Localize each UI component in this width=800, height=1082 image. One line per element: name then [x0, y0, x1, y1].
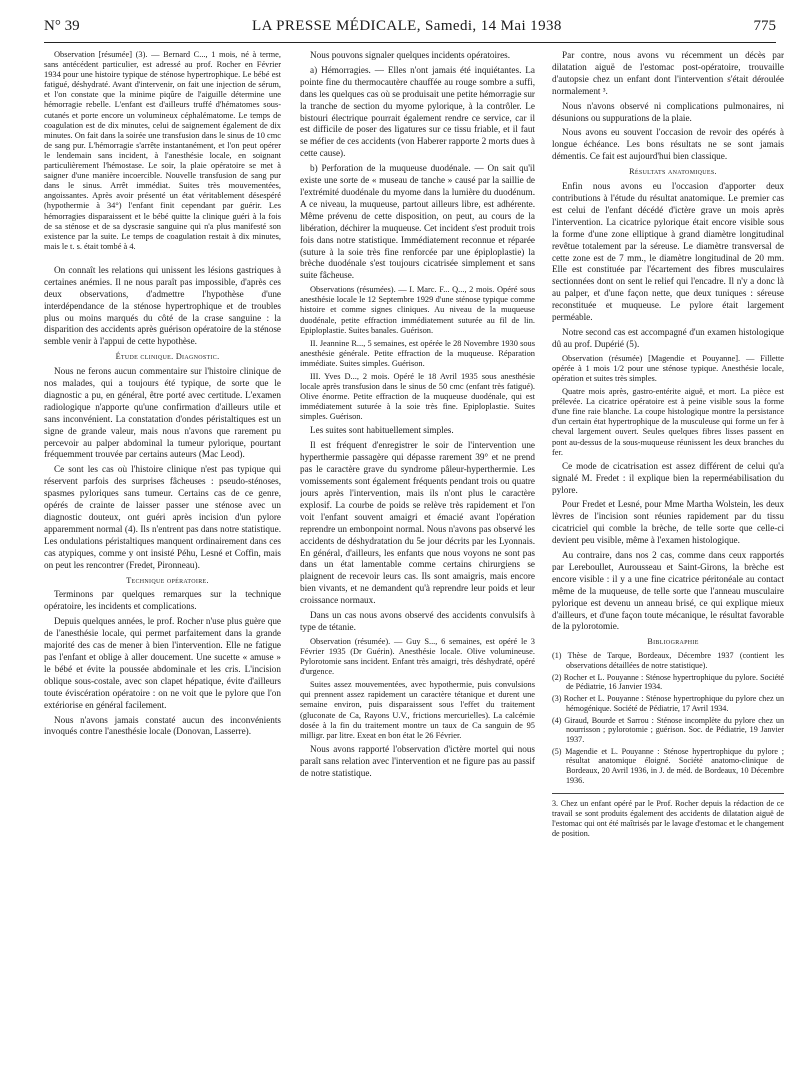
column-3 [552, 50, 784, 1074]
bibliography-item: (1) Thèse de Tarque, Bordeaux, Décembre 1937 (contient les observations détaillées de notre statistique). [552, 651, 784, 670]
observation-marc: Observations (résumées). — I. Marc. F... Q..., 2 mois. Opéré sous anesthésie locale le 12 Septembre 1929 d'une sténose typique comme histoire et comme signes cliniques. Au niveau de la muqueuse duodénale, petite effraction immédiatement suturée au fil de lin. Epiploplastie. Suites banales. Guérison. [300, 285, 535, 335]
heading-technique: Technique opératoire. [126, 575, 209, 585]
observation-guy: Observation (résumée). — Guy S..., 6 semaines, est opéré le 3 Février 1935 (Dr Guérin). Anesthésie locale. Olive volumineuse. Pylorotomie sans incident. Enfant très amaigri, très déshydraté, opéré d'urgence. [300, 636, 535, 677]
bibliography-item: (3) Rocher et L. Pouyanne : Sténose hypertrophique du pylore chez un hémogénique. Société de Pédiatrie, 17 Avril 1934. [552, 694, 784, 713]
heading-resultats: Résultats anatomiques. [629, 167, 717, 177]
paragraph-ictere: Nous avons rapporté l'observation d'ictère mortel qui nous paraît sans relation avec l'intervention et ne figure pas au passif de notre statistique. [300, 743, 535, 778]
paragraph-fredet: Pour Fredet et Lesné, pour Mme Martha Wolstein, les deux lèvres de l'incision sont réunies rapidement par du tissu cicatriciel qui comble la brèche, de telle sorte que celle-ci devient peu visible, même à l'examen histologique. [552, 499, 784, 546]
paragraph-complications: Nous n'avons observé ni complications pulmonaires, ni désunions ou suppurations de la plaie. [552, 100, 784, 123]
footnote-text: 3. Chez un enfant opéré par le Prof. Rocher depuis la rédaction de ce travail se sont produits également des accidents de dilatation aiguë de l'estomac qui ont été maîtrisés par le lavage d'estomac et le changement de position. [552, 799, 784, 838]
paragraph-suites: Les suites sont habituellement simples. [310, 425, 454, 436]
paragraph-technique-3: Nous n'avons jamais constaté aucun des inconvénients invoqués contre l'anesthésie locale (Donovan, Lasserre). [44, 714, 281, 737]
observation-fillette: Observation (résumée) [Magendie et Pouyanne]. — Fillette opérée à 1 mois 1/2 pour une sténose typique. Anesthésie locale, opération et suites très simples. [552, 353, 784, 383]
column-2 [300, 50, 535, 1074]
paragraph-cicatrisation: Ce mode de cicatrisation est assez différent de celui qu'a signalé M. Fredet : il explique bien la reperméabilisation du pylore. [552, 460, 784, 495]
paragraph-incidents: Nous pouvons signaler quelques incidents opératoires. [310, 50, 511, 60]
journal-title: LA PRESSE MÉDICALE, Samedi, 14 Mai 1938 [252, 18, 562, 34]
bibliography-item: (2) Rocher et L. Pouyanne : Sténose hypertrophique du pylore. Société de Pédiatrie, 16 Janvier 1934. [552, 672, 784, 692]
bibliography-list [552, 651, 784, 785]
paragraph-clinique-2: Ce sont les cas où l'histoire clinique n'est pas typique qui réservent parfois des surprises fâcheuses : pseudo-sténoses, spasmes pyloriques sans tumeur. Certains cas de ce genre, opérés de crainte de laisser passer une sténose avec un diagnostic douteux, ont guéri après incision d'un pylore apparemment normal (4). Ils n'entrent pas dans notre statistique. Les ondulations péristaltiques manquent ordinairement dans ces cas atypiques, comme y ont insisté Péhu, Lesné et Coffin, mais on peut les rencontrer (Fredet, Pironneau). [44, 464, 281, 570]
observation-fillette-suite: Quatre mois après, gastro-entérite aiguë, et mort. La pièce est prélevée. La cicatrice opératoire est à peine visible sous la forme d'une fine raie blanche. La coupe histologique montre la persistance d'un certain état hypertrophique de la musculeuse qui forme un fer à cheval largement ouvert. Seules quelques fibres lisses passent en pont au-dessus de la sous-muqueuse réunissent les deux branches du fer. [552, 387, 784, 457]
bibliography-item: (4) Giraud, Bourde et Sarrou : Sténose incomplète du pylore chez un nourrisson ; pylorotomie ; guérison. Soc. de Pédiatrie, 19 Janvier 1937. [552, 715, 784, 744]
paragraph-hyperthermie: Il est fréquent d'enregistrer le soir de l'intervention une hyperthermie passagère qui dépasse rarement 39° et ne prend pas le caractère grave du syndrome pâleur-hyperthermie. Les vomissements sont également fréquents pendant trois ou quatre jours après l'intervention, mais ils n'ont plus le caractère explosif. La courbe de poids se relève très rapidement et l'on voit l'enfant souvent amaigri et émacié avant l'opération reprendre un embonpoint normal. Nous n'avons pas observé les accidents de déshydratation du 5e jour décrits par les Lyonnais. En général, d'ailleurs, les enfants que nous voyons ne sont pas dans un état lamentable comme certains chirurgiens se plaignent de recevoir leurs cas. Ils sont amaigris, mais encore bien vivants, et ne demandent qu'à reprendre leur poids et leur croissance normaux. [300, 440, 535, 606]
observation-guy-suites: Suites assez mouvementées, avec hypothermie, puis convulsions qui prennent assez rapidement un caractère tétanique et durent une semaine environ, puis disparaissent sous l'effet du traitement (gluconate de Ca, Rayons U.V., frictions mercurielles). La calcémie dosée à la fin du traitement montre un taux de Ca sanguin de 95 milligr. par litre. Exeat en bon état le 26 Février. [300, 680, 535, 740]
paragraph-contraire: Au contraire, dans nos 2 cas, comme dans ceux rapportés par Lereboullet, Aurousseau et Saint-Girons, la brèche est encore visible : il y a une fine cicatrice péritonéale au contact même de la muqueuse, de telle sorte que l'anneau musculaire pylorique est devenu un anneau brisé, ce qui explique mieux d'ailleurs, et d'une façon toute mécanique, le résultat favorable de la pylorotomie. [552, 550, 784, 632]
paragraph-resultats-2: Notre second cas est accompagné d'un examen histologique dû au prof. Dupérié (5). [552, 326, 784, 349]
observation-jeannine: II. Jeannine R..., 5 semaines, est opérée le 28 Novembre 1930 sous anesthésie générale. Petite effraction de la muqueuse. Réparation immédiate. Suites simples. Guérison. [300, 338, 535, 368]
page-number: 775 [753, 18, 776, 34]
heading-bibliographie: Bibliographie [647, 637, 699, 647]
paragraph-perforation: b) Perforation de la muqueuse duodénale. — On sait qu'il existe une sorte de « museau de tanche » causé par la saillie de l'extrémité duodénale du myome dans la lumière du duodénum. A ce niveau, la muqueuse, partout ailleurs libre, est adhérente. Même prévenu de cette disposition, on peut, au cours de la libération, déchirer la muqueuse. Cet incident s'est produit trois fois dans notre statistique. Immédiatement reconnue et réparée (suture à la soie très fine renforcée par une épiploplastie) la brèche duodénale s'est toujours cicatrisée simplement et sans suite fâcheuse. [300, 163, 535, 281]
paragraph-relations: On connaît les relations qui unissent les lésions gastriques à certaines anémies. Il ne nous paraît pas impossible, d'après ces deux observations, d'admettre l'hypothèse d'une interdépendance de la sténose hypertrophique et de troubles plus ou moins marqués du côté de la crase sanguine : la disparition des accidents après guérison opératoire de la sténose semble venir à l'appui de cette hypothèse. [44, 264, 281, 347]
footnote [552, 793, 784, 838]
issue-number: N° 39 [44, 18, 80, 34]
observation-bernard: Observation [résumée] (3). — Bernard C..., 1 mois, né à terme, sans antécédent particulier, est adressé au prof. Rocher en Février 1934 pour une histoire typique de sténose hypertrophique. Le bébé est fatigué, déshydraté. Avant d'intervenir, on fait une injection de sérum, et l'on constate que la minime piqûre de l'aiguille détermine une hémorragie rebelle. L'enfant est d'ailleurs truffé d'hématomes sous-cutanés et porte encore un volumineux céphalématome. Le temps de coagulation est de dix minutes, celui de saignement également de dix minutes. On fait dans la soirée une transfusion dans le sinus de 10 cmc de sang pur. L'hémorragie s'arrête instantanément, et l'on peut opérer le lendemain sans incident, à l'anesthésie locale, en soignant particulièrement l'hémostase. Le soir, la plaie opératoire se met à saigner d'une manière incoercible. Nouvelle transfusion de sang pur dans le sinus. Arrêt immédiat. Suites très mouvementées, angoissantes. Après avoir présenté un état véritablement désespéré (hypothermie à 34°) l'enfant finit cependant par guérir. Les hémorragies disparaissent et le bébé quitte la clinique guéri à la fois de sa sténose et de sa dyscrasie sanguine qui n'a plus manifesté son existence par la suite. Le temps de coagulation restait à dix minutes, mais le t. s. était tombé à 4. [44, 50, 281, 251]
column-1 [44, 50, 281, 1074]
paragraph-hemorragies: a) Hémorragies. — Elles n'ont jamais été inquiétantes. La pointe fine du thermocautère chauffée au rouge sombre a suffi, dans les quelques cas où se produisait une petite hémorragie sur la tranche de section du myome pylorique, à la contrôler. Le bistouri électrique pourrait également rendre ce service, car il est difficile de poser des ligatures sur ce tissu friable, et il faut se méfier de ces accidents (von Haberer rapporte 2 morts dues à cette cause). [300, 64, 535, 159]
paragraph-technique-1: Terminons par quelques remarques sur la technique opératoire, les incidents et complications. [44, 589, 281, 612]
observation-yves: III. Yves D..., 2 mois. Opéré le 18 Avril 1935 sous anesthésie locale après transfusion dans le sinus de 50 cmc (enfant très fatigué). Olive énorme. Petite effraction de la muqueuse duodénale, qui est immédiatement suturée à la soie très fine. Epiploplastie. Suites simples. Guérison. [300, 371, 535, 422]
paragraph-echeance: Nous avons eu souvent l'occasion de revoir des opérés à longue échéance. Les bons résultats ne se sont jamais démentis. Ce fait est aujourd'hui bien classique. [552, 127, 784, 162]
paragraph-deces: Par contre, nous avons vu récemment un décès par dilatation aiguë de l'estomac post-opératoire, trouvaille d'autopsie chez un enfant dont l'intervention s'était déroulée normalement ³. [552, 50, 784, 96]
page-header [44, 18, 776, 43]
heading-etude-clinique: Étude clinique. Diagnostic. [115, 352, 220, 362]
paragraph-clinique-1: Nous ne ferons aucun commentaire sur l'histoire clinique de nos malades, qui a toujours été typique, de sorte que le diagnostic a pu, en général, être porté avec certitude. L'examen radiologique n'apporte qu'une confirmation d'ailleurs utile et sans inconvénient. La constatation d'ondes péristaltiques est un signe de grande valeur, mais nous n'avons que rarement pu percevoir au palper abdominal la tumeur pylorique, pourtant fréquemment trouvée par certains auteurs (Mac Leod). [44, 366, 281, 460]
paragraph-resultats-1: Enfin nous avons eu l'occasion d'apporter deux contributions à l'étude du résultat anatomique. Le premier cas est celui de l'enfant décédé d'ictère grave un mois après l'intervention. La cicatrice pylorique était encore visible sous la forme d'une zone elliptique à grand diamètre longitudinal revêtue totalement par la séreuse. Le diamètre transversal de cette zone est de 7 mm., le diamètre longitudinal de 20 mm. Elle est constituée par l'écartement des fibres musculaires sectionnées dont on sent le relief qui l'encadre. Il n'y a donc là au palper, et d'une façon nette, que deux tuniques : séreuse reconstituée et muqueuse. Le pylore était largement perméable. [552, 181, 784, 323]
bibliography-item: (5) Magendie et L. Pouyanne : Sténose hypertrophique du pylore ; résultat anatomique éloigné. Société anatomo-clinique de Bordeaux, 20 Avril 1936, in J. de méd. de Bordeaux, 10 Décembre 1936. [552, 746, 784, 785]
paragraph-technique-2: Depuis quelques années, le prof. Rocher n'use plus guère que de l'anesthésie locale, qui permet parfaitement dans la grande majorité des cas de mener à bien l'intervention. Elle ne fatigue pas l'enfant et oblige à aller doucement. Une sucette « amuse » le bébé et évite la poussée abdominale et les cris. L'incision oblique sous-costale, avec son clapet hépatique, évite d'ailleurs toute éviscération opératoire : on ne voit que le pylore que l'on extériorise en général facilement. [44, 616, 281, 710]
paragraph-convulsifs: Dans un cas nous avons observé des accidents convulsifs à type de tétanie. [300, 610, 535, 632]
